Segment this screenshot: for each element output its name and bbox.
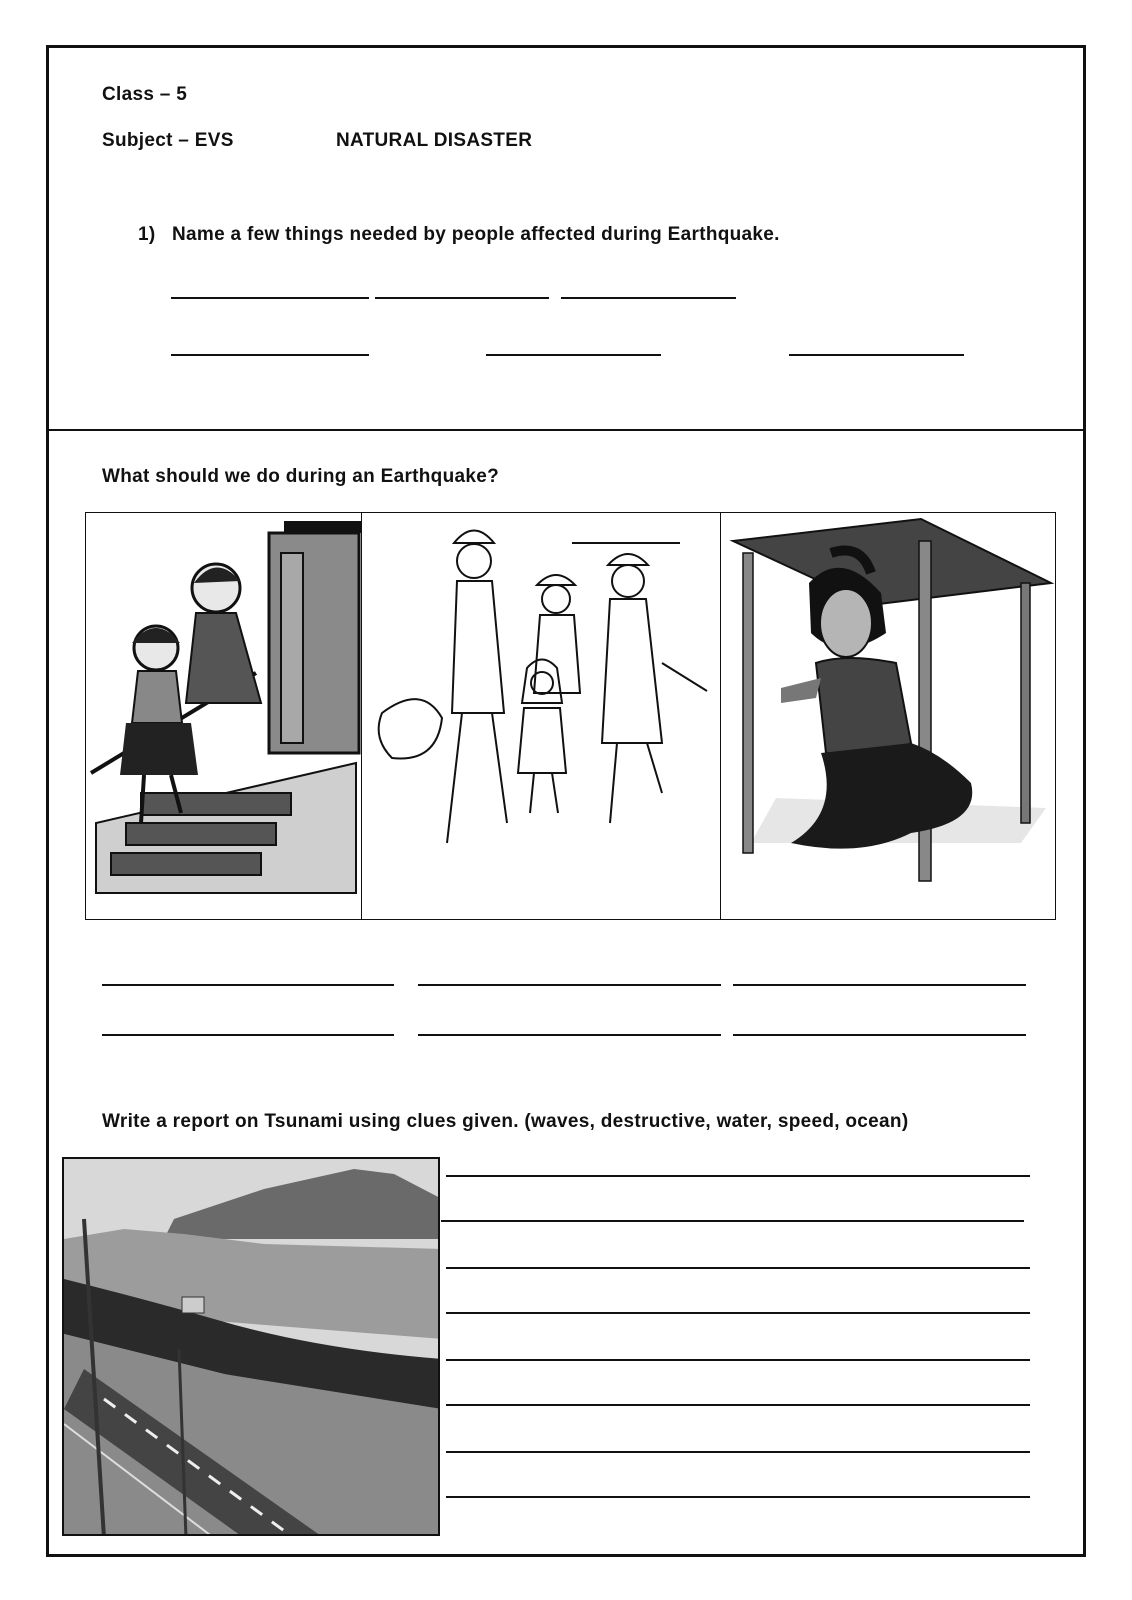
subject-label: Subject – EVS [102,130,234,151]
report-line[interactable] [446,1312,1030,1314]
report-line[interactable] [446,1267,1030,1269]
answer-line[interactable] [561,297,736,299]
answer-line[interactable] [733,1034,1026,1036]
report-line[interactable] [441,1220,1024,1222]
earthquake-heading: What should we do during an Earthquake? [102,466,499,487]
report-line[interactable] [446,1404,1030,1406]
class-label: Class – 5 [102,84,188,105]
stairs-evacuation-illustration [85,512,362,920]
report-line[interactable] [446,1359,1030,1361]
drop-cover-hold-illustration [720,512,1056,920]
answer-line[interactable] [418,984,721,986]
report-line[interactable] [446,1451,1030,1453]
answer-line[interactable] [733,984,1026,986]
answer-line[interactable] [102,1034,394,1036]
answer-line[interactable] [418,1034,721,1036]
answer-line[interactable] [102,984,394,986]
family-helmets-illustration [361,512,721,920]
report-line[interactable] [446,1175,1030,1177]
answer-line[interactable] [171,297,369,299]
section-divider [46,429,1086,431]
question-text: Name a few things needed by people affected during Earthquake. [172,224,780,245]
worksheet-title: NATURAL DISASTER [336,130,533,151]
tsunami-heading: Write a report on Tsunami using clues given. (waves, destructive, water, speed, ocean) [102,1111,909,1132]
tsunami-photo [62,1157,440,1536]
answer-line[interactable] [789,354,964,356]
answer-line[interactable] [171,354,369,356]
answer-line[interactable] [486,354,661,356]
question-number: 1) [138,224,156,245]
report-line[interactable] [446,1496,1030,1498]
answer-line[interactable] [375,297,549,299]
